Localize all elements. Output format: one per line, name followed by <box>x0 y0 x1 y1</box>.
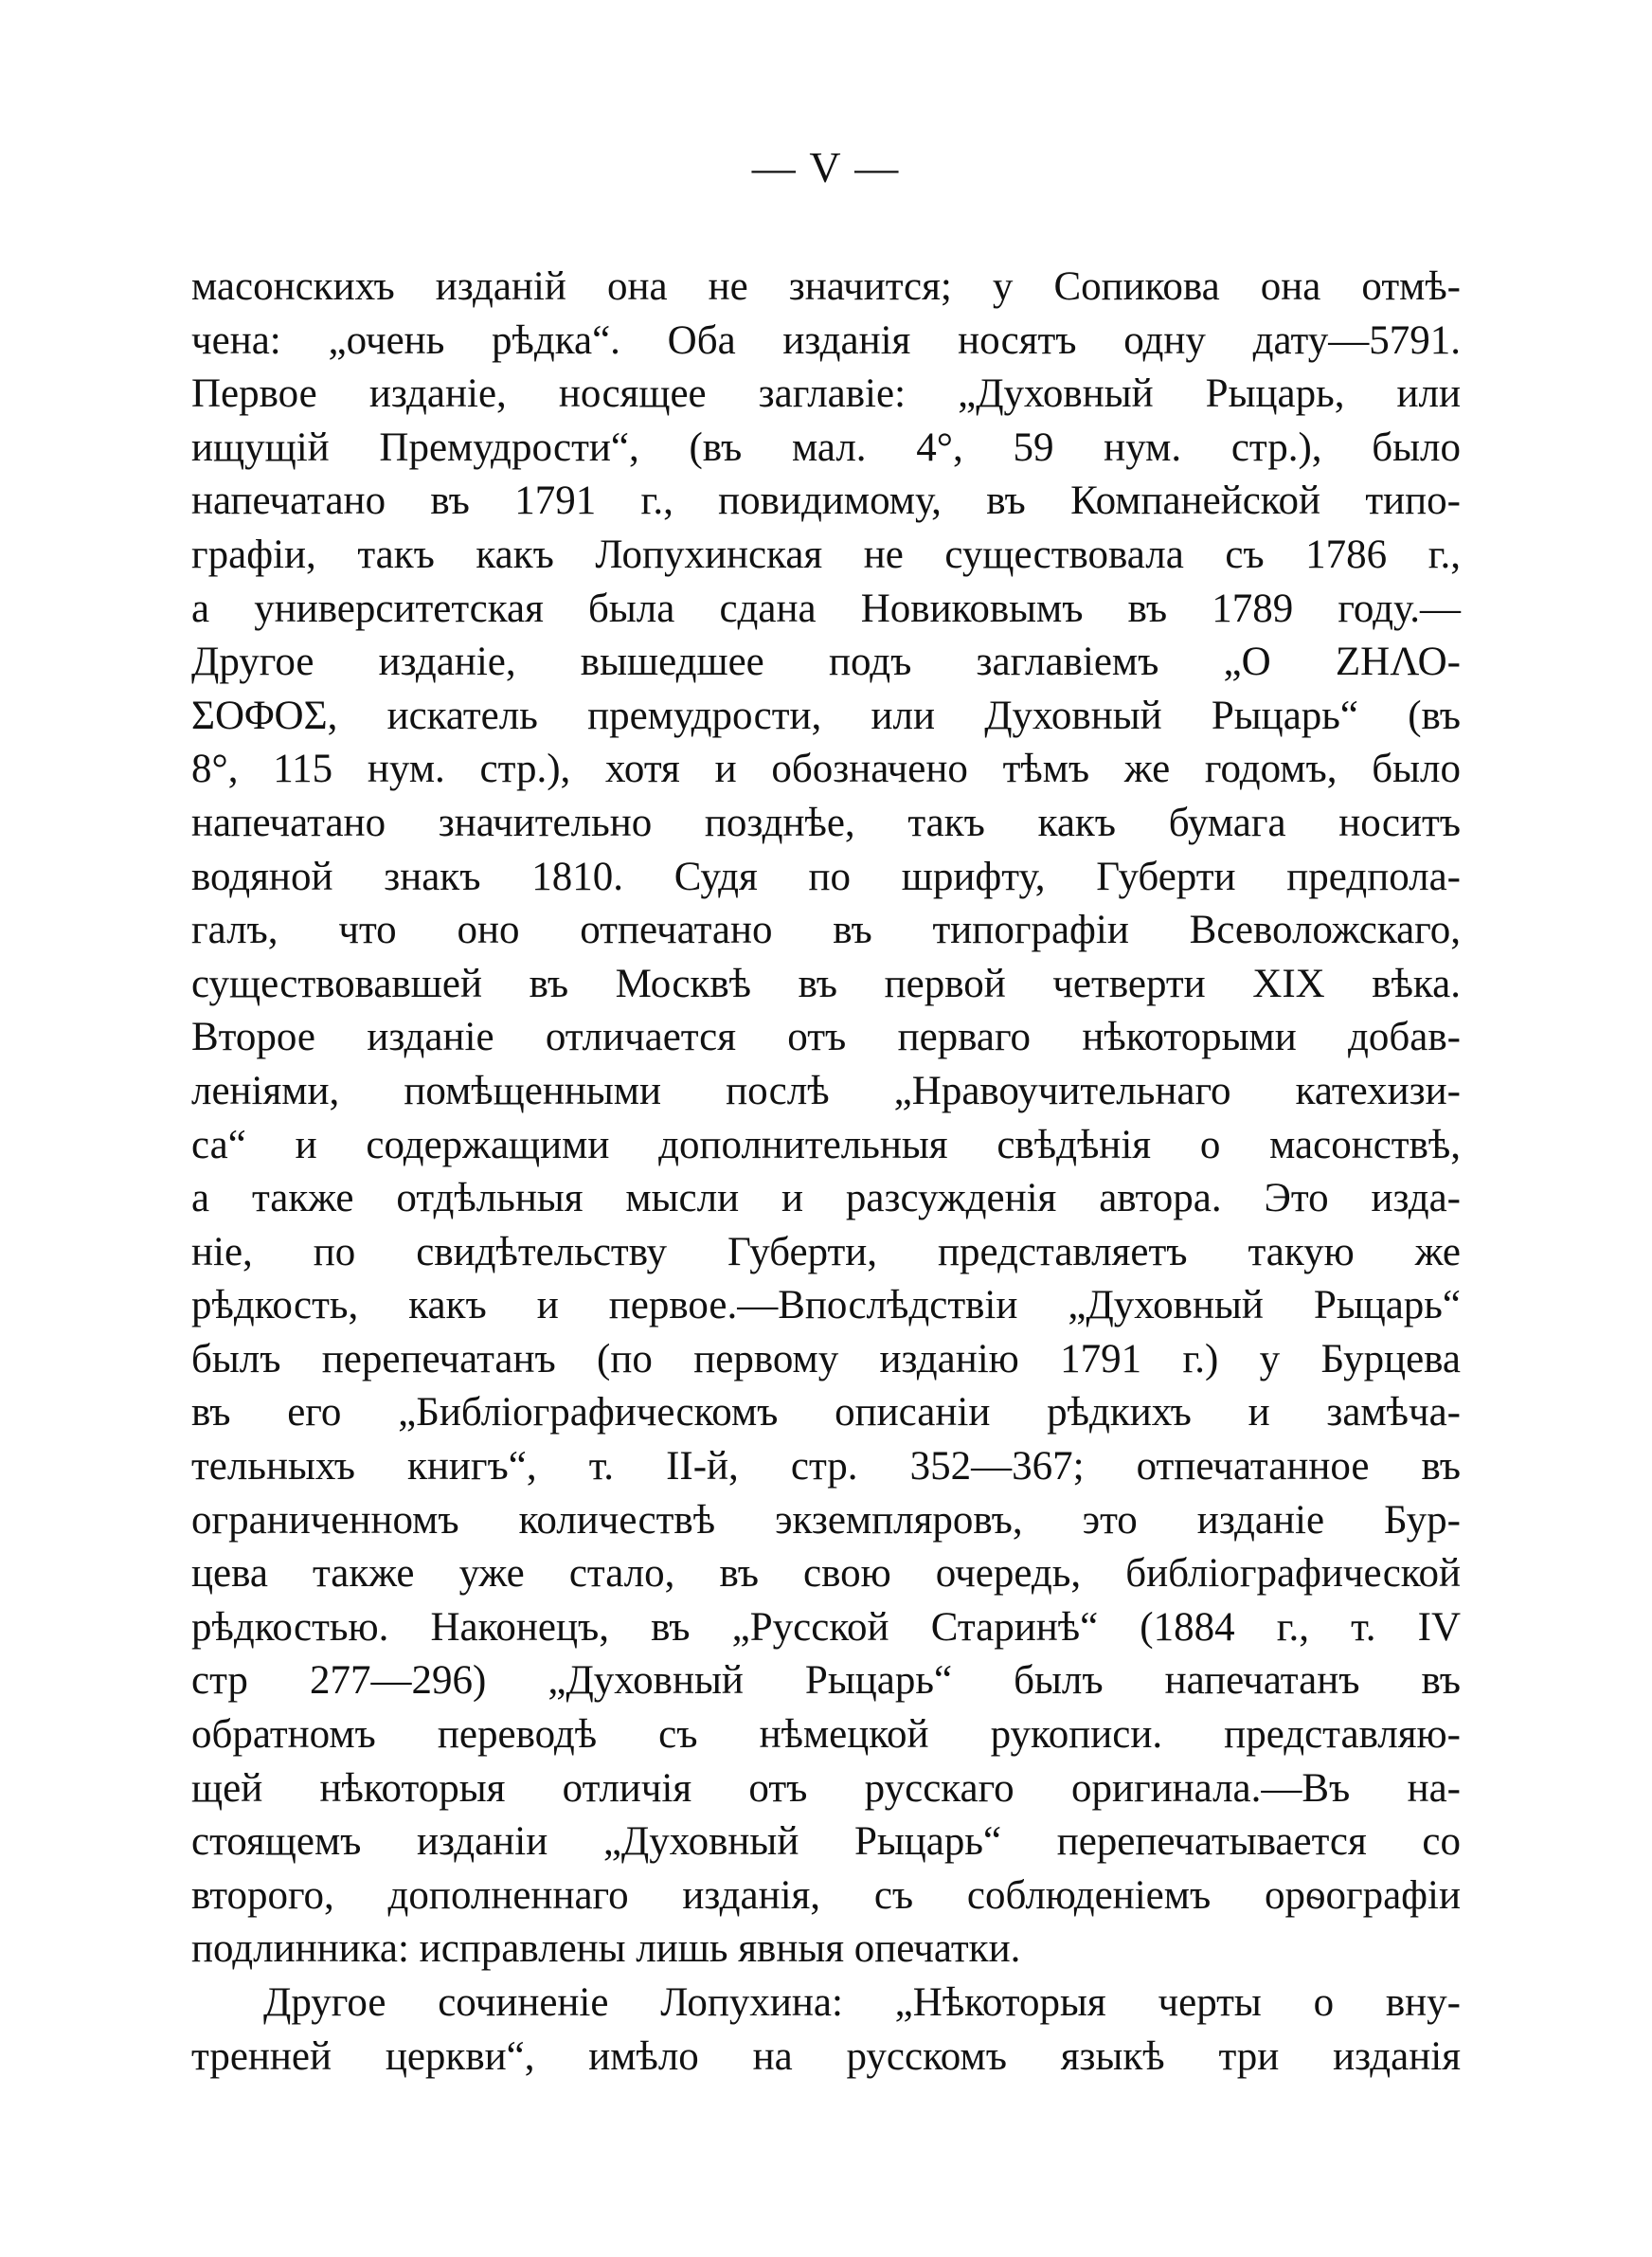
text-line: а также отдѣльныя мысли и разсужденія автора. Это изда- <box>191 1176 1461 1221</box>
text-line: чена: „очень рѣдка“. Оба изданія носятъ одну дату—5791. <box>191 317 1461 363</box>
page-number: — V — <box>751 143 901 191</box>
body-text <box>191 261 1461 2084</box>
text-line: рѣдкость, какъ и первое.—Впослѣдствіи „Духовный Рыцарь“ <box>191 1283 1461 1328</box>
text-line-paragraph-end: подлинника: исправлены лишь явныя опечатки. <box>191 1926 1021 1972</box>
text-line: са“ и содержащими дополнительныя свѣдѣнія о масонствѣ, <box>191 1122 1461 1167</box>
text-line: щей нѣкоторыя отличія отъ русскаго оригинала.—Въ на- <box>191 1765 1461 1811</box>
text-line: въ его „Библіографическомъ описаніи рѣдкихъ и замѣча- <box>191 1390 1461 1435</box>
text-line: графіи, такъ какъ Лопухинская не существовала съ 1786 г., <box>191 532 1461 577</box>
text-line: тренней церкви“, имѣло на русскомъ языкѣ три изданія <box>191 2033 1461 2079</box>
text-line: ограниченномъ количествѣ экземпляровъ, это изданіе Бур- <box>191 1497 1461 1543</box>
text-line: былъ перепечатанъ (по первому изданію 1791 г.) у Бурцева <box>191 1336 1461 1381</box>
text-line: обратномъ переводѣ съ нѣмецкой рукописи. представляю- <box>191 1712 1461 1758</box>
text-line: водяной знакъ 1810. Судя по шрифту, Губерти предпола- <box>191 854 1461 899</box>
text-line: масонскихъ изданій она не значится; у Сопикова она отмѣ- <box>191 264 1461 309</box>
text-line: 8°, 115 нум. стр.), хотя и обозначено тѣмъ же годомъ, было <box>191 747 1461 792</box>
text-line: Другое изданіе, вышедшее подъ заглавіемъ „О ΖΗΛΟ- <box>191 640 1461 685</box>
text-line: ніе, по свидѣтельству Губерти, представляетъ такую же <box>191 1229 1461 1274</box>
text-line: Второе изданіе отличается отъ перваго нѣкоторыми добав- <box>191 1015 1461 1060</box>
text-line: второго, дополненнаго изданія, съ соблюденіемъ орѳографіи <box>191 1872 1461 1918</box>
text-line: Первое изданіе, носящее заглавіе: „Духовный Рыцарь, или <box>191 371 1461 417</box>
text-line: существовавшей въ Москвѣ въ первой четверти XIX вѣка. <box>191 961 1461 1006</box>
text-line: ищущій Премудрости“, (въ мал. 4°, 59 нум. стр.), было <box>191 424 1461 470</box>
text-line: галъ, что оно отпечатано въ типографіи Всеволожскаго, <box>191 908 1461 953</box>
text-line: тельныхъ книгъ“, т. II-й, стр. 352—367; отпечатанное въ <box>191 1444 1461 1490</box>
text-line: леніями, помѣщенными послѣ „Нравоучительнаго катехизи- <box>191 1068 1461 1113</box>
text-line: ΣΟΦΟΣ, искатель премудрости, или Духовный Рыцарь“ (въ <box>191 693 1461 738</box>
text-line: рѣдкостью. Наконецъ, въ „Русской Старинѣ“ (1884 г., т. IV <box>191 1604 1461 1650</box>
text-line: стр 277—296) „Духовный Рыцарь“ былъ напечатанъ въ <box>191 1658 1461 1704</box>
text-line: напечатано въ 1791 г., повидимому, въ Компанейской типо- <box>191 478 1461 524</box>
text-line: цева также уже стало, въ свою очередь, библіографической <box>191 1551 1461 1597</box>
text-line: а университетская была сдана Новиковымъ въ 1789 году.— <box>191 586 1461 631</box>
text-line-paragraph-start: Другое сочиненіе Лопухина: „Нѣкоторыя черты о вну- <box>263 1980 1461 2025</box>
text-line: стоящемъ изданіи „Духовный Рыцарь“ перепечатывается со <box>191 1819 1461 1865</box>
text-line: напечатано значительно позднѣе, такъ какъ бумага носитъ <box>191 800 1461 845</box>
